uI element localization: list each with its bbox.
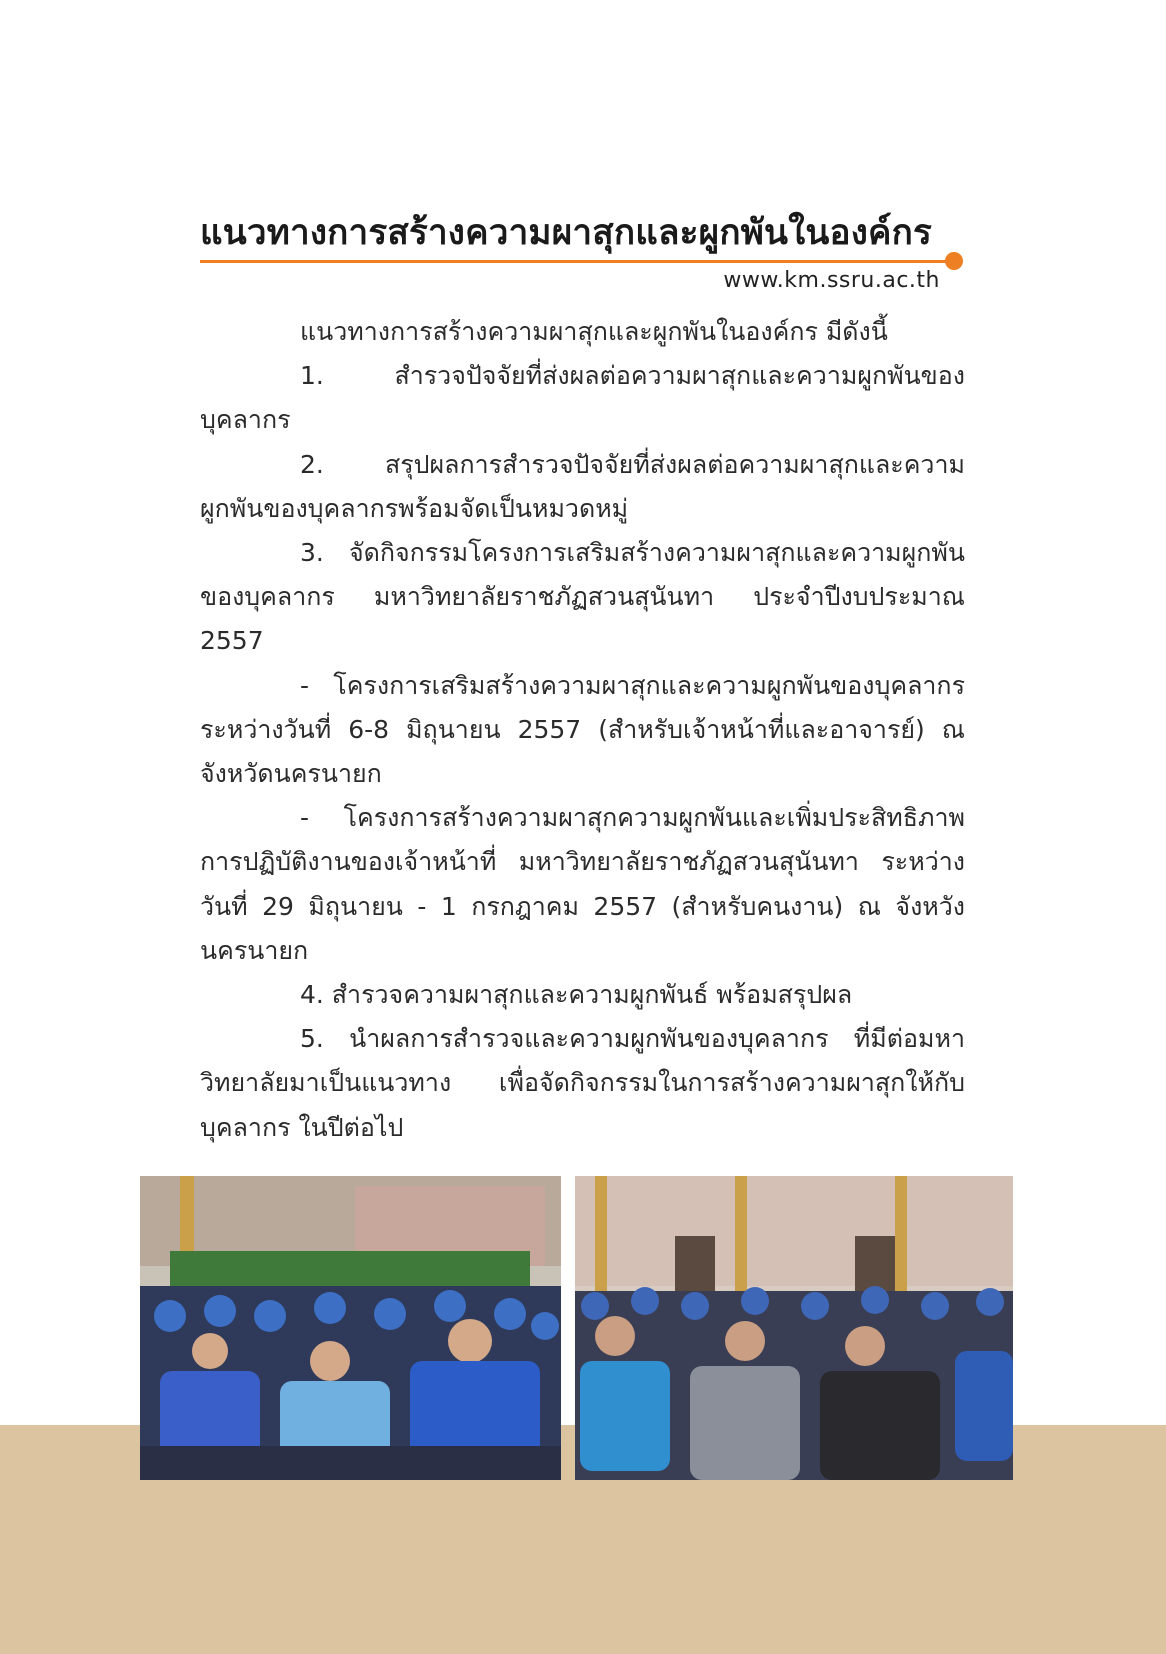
paragraph-item-4: 4. สำรวจความผาสุกและความผูกพันธ์ พร้อมสรุปผล bbox=[300, 980, 853, 1010]
activity-photo-left bbox=[140, 1176, 561, 1480]
title-underline-dot bbox=[945, 252, 963, 270]
paragraph-subitem-2: - โครงการสร้างความผาสุกความผูกพันและเพิ่มประสิทธิภาพการปฏิบัติงานของเจ้าหน้าที่ มหาวิทยาลัยราชภัฏสวนสุนันทา ระหว่างวันที่ 29 มิถุนายน - 1 กรกฎาคม 2557 (สำหรับคนงาน) ณ จังหวังนครนายก bbox=[200, 803, 965, 965]
paragraph-intro: แนวทางการสร้างความผาสุกและผูกพันในองค์กร มีดังนี้ bbox=[300, 317, 888, 346]
activity-photo-right bbox=[575, 1176, 1013, 1480]
paragraph-item-1: 1. สำรวจปัจจัยที่ส่งผลต่อความผาสุกและความผูกพันของบุคลากร bbox=[200, 361, 965, 435]
website-url: www.km.ssru.ac.th bbox=[723, 268, 940, 293]
title-underline bbox=[200, 260, 952, 263]
paragraph-item-5: 5. นำผลการสำรวจและความผูกพันของบุคลากร ที่มีต่อมหาวิทยาลัยมาเป็นแนวทาง เพื่อจัดกิจกรรมในการสร้างความผาสุกให้กับบุคลากร ในปีต่อไป bbox=[200, 1024, 965, 1142]
page-title: แนวทางการสร้างความผาสุกและผูกพันในองค์กร bbox=[200, 213, 933, 253]
paragraph-subitem-1: - โครงการเสริมสร้างความผาสุกและความผูกพันของบุคลากร ระหว่างวันที่ 6-8 มิถุนายน 2557 (สำหรับเจ้าหน้าที่และอาจารย์) ณ จังหวัดนครนายก bbox=[200, 670, 965, 789]
paragraph-item-2: 2. สรุปผลการสำรวจปัจจัยที่ส่งผลต่อความผาสุกและความผูกพันของบุคลากรพร้อมจัดเป็นหมวดหมู่ bbox=[200, 449, 965, 523]
paragraph-item-3: 3. จัดกิจกรรมโครงการเสริมสร้างความผาสุกและความผูกพันของบุคลากร มหาวิทยาลัยราชภัฏสวนสุนันทา ประจำปีงบประมาณ 2557 bbox=[200, 538, 965, 656]
body-text bbox=[200, 310, 965, 1150]
